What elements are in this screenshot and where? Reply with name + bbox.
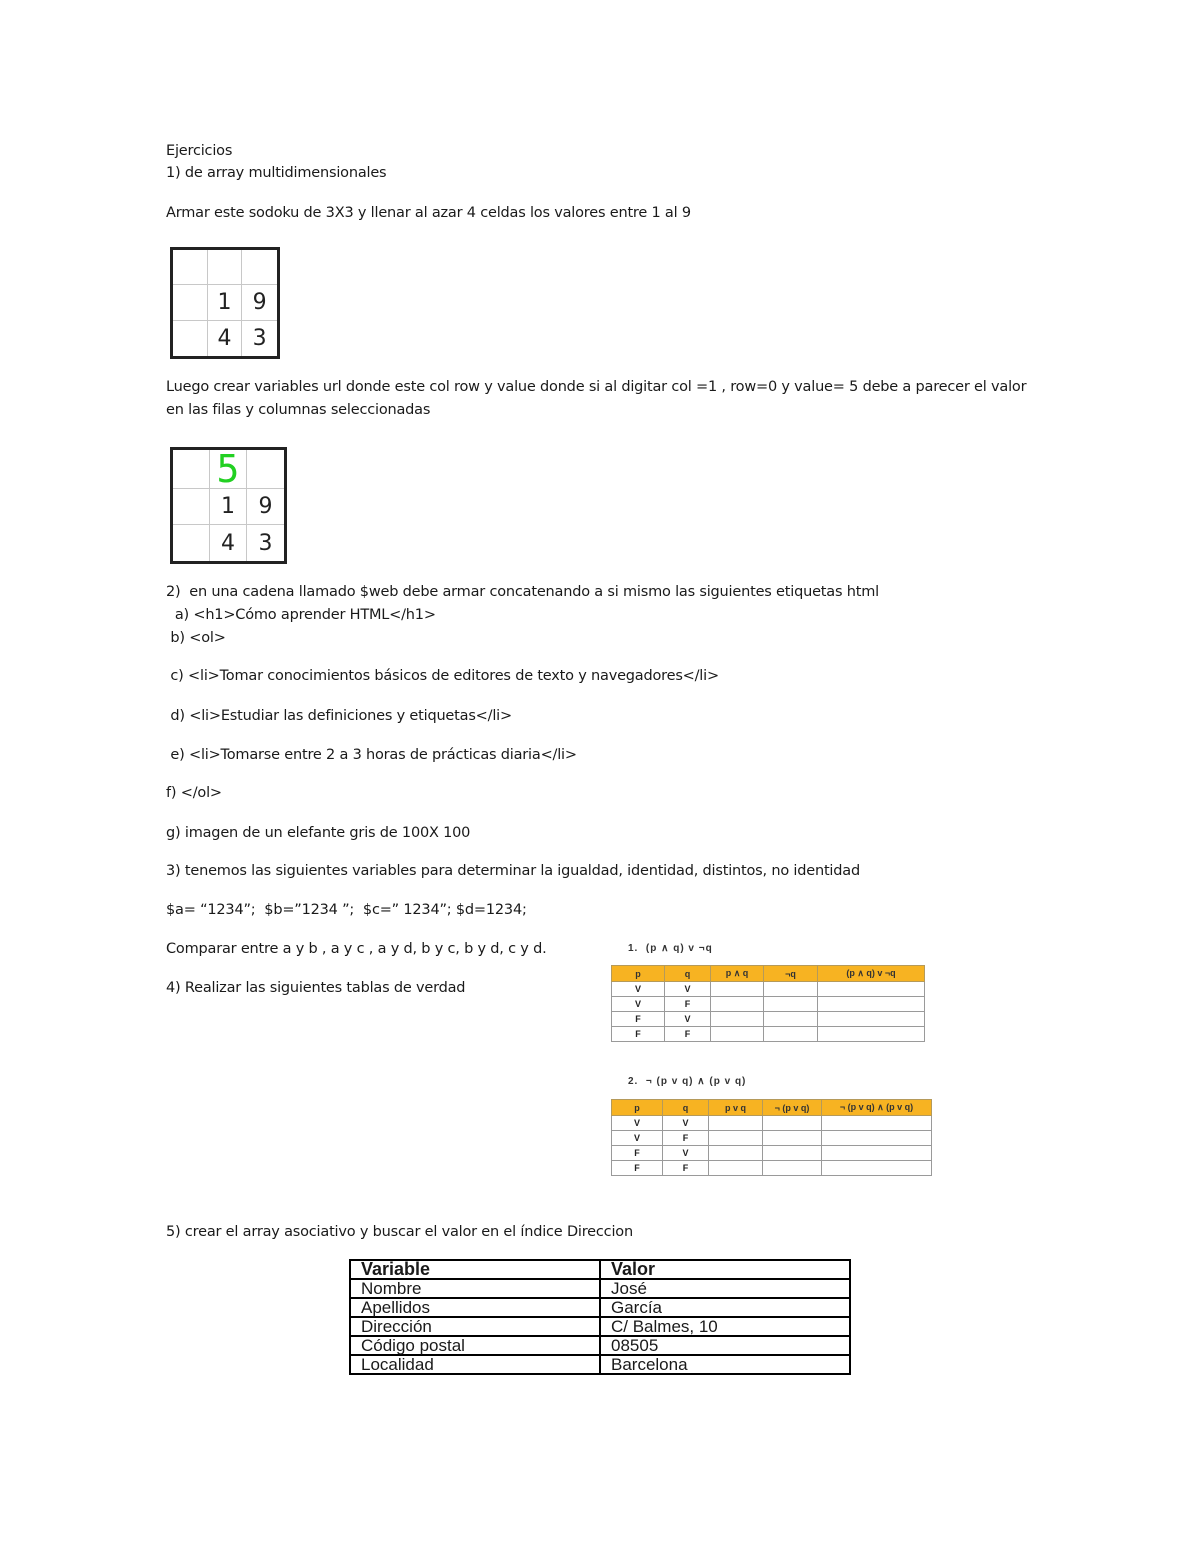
table-row <box>350 1317 850 1336</box>
column-header: q <box>665 966 711 982</box>
sudoku-cell: 4 <box>210 525 247 561</box>
table-cell <box>764 982 818 997</box>
exercise-1-heading: 1) de array multidimensionales <box>166 165 387 181</box>
table-cell <box>709 1131 763 1146</box>
table-cell <box>709 1161 763 1176</box>
exercise-2-item-g: g) imagen de un elefante gris de 100X 100 <box>166 825 471 841</box>
table-cell <box>822 1131 932 1146</box>
exercise-5-heading: 5) crear el array asociativo y buscar el valor en el índice Direccion <box>166 1224 633 1240</box>
table-cell <box>711 1027 764 1042</box>
table-row <box>612 1116 932 1131</box>
table-cell <box>711 982 764 997</box>
exercise-1-instruction: Armar este sodoku de 3X3 y llenar al azar 4 celdas los valores entre 1 al 9 <box>166 205 691 221</box>
table-row <box>612 1027 925 1042</box>
exercise-3-compare: Comparar entre a y b , a y c , a y d, b y c, b y d, c y d. <box>166 941 547 957</box>
table-cell <box>763 1131 822 1146</box>
exercise-2-item-e: e) <li>Tomarse entre 2 a 3 horas de prácticas diaria</li> <box>166 747 577 763</box>
table-cell: V <box>612 997 665 1012</box>
column-header: p v q <box>709 1100 763 1116</box>
table-cell <box>818 982 925 997</box>
sudoku-cell <box>242 250 277 285</box>
table-header-row <box>612 966 925 982</box>
sudoku-grid-1 <box>170 247 280 359</box>
sudoku-cell: 3 <box>252 325 267 351</box>
table-row <box>612 1012 925 1027</box>
table-cell: Localidad <box>350 1355 600 1374</box>
url-instruction-line-1: Luego crear variables url donde este col row y value donde si al digitar col =1 , row=0 y value= 5 debe a parecer el valor <box>166 379 1027 395</box>
associative-array-table <box>349 1259 851 1375</box>
table-cell: Nombre <box>350 1279 600 1298</box>
column-header: ¬ (p v q) ∧ (p v q) <box>822 1100 932 1116</box>
table-cell: V <box>612 1116 663 1131</box>
exercise-2-item-c: c) <li>Tomar conocimientos básicos de editores de texto y navegadores</li> <box>166 668 719 684</box>
sudoku-cell: 9 <box>242 285 277 320</box>
table-cell: F <box>663 1131 709 1146</box>
table-cell: V <box>665 982 711 997</box>
table-header-row <box>612 1100 932 1116</box>
table-cell: F <box>612 1161 663 1176</box>
table-row <box>350 1298 850 1317</box>
table-header-row <box>350 1260 850 1279</box>
truth-table-2-title: 2. ¬ (p v q) ∧ (p v q) <box>628 1076 747 1087</box>
table-row <box>350 1279 850 1298</box>
table-cell <box>709 1116 763 1131</box>
table-cell: F <box>612 1146 663 1161</box>
table-cell <box>818 1012 925 1027</box>
exercise-2-item-a: a) <h1>Cómo aprender HTML</h1> <box>166 607 436 623</box>
table-row <box>612 1146 932 1161</box>
table-cell <box>764 997 818 1012</box>
table-row <box>612 1161 932 1176</box>
sudoku-cell <box>173 525 210 561</box>
column-header-variable: Variable <box>350 1260 600 1279</box>
exercise-2-item-b: b) <ol> <box>166 630 226 646</box>
table-row <box>350 1336 850 1355</box>
column-header: q <box>663 1100 709 1116</box>
table-cell: C/ Balmes, 10 <box>600 1317 850 1336</box>
table-cell <box>822 1116 932 1131</box>
column-header: ¬ (p v q) <box>763 1100 822 1116</box>
table-cell <box>818 1027 925 1042</box>
table-row <box>350 1355 850 1374</box>
exercise-4-heading: 4) Realizar las siguientes tablas de verdad <box>166 980 466 996</box>
doc-title: Ejercicios <box>166 143 233 159</box>
table-cell: V <box>663 1146 709 1161</box>
sudoku-cell <box>247 450 284 489</box>
exercise-3-heading: 3) tenemos las siguientes variables para determinar la igualdad, identidad, distintos, no identidad <box>166 863 860 879</box>
sudoku-cell <box>173 321 208 356</box>
table-cell: V <box>663 1116 709 1131</box>
table-cell <box>822 1161 932 1176</box>
sudoku-cell <box>173 450 210 489</box>
table-cell: F <box>665 997 711 1012</box>
table-cell: 08505 <box>600 1336 850 1355</box>
table-cell: V <box>665 1012 711 1027</box>
table-cell: F <box>612 1012 665 1027</box>
table-cell: Dirección <box>350 1317 600 1336</box>
table-cell: Código postal <box>350 1336 600 1355</box>
table-cell <box>709 1146 763 1161</box>
table-cell: García <box>600 1298 850 1317</box>
sudoku-cell <box>173 489 210 525</box>
column-header-valor: Valor <box>600 1260 850 1279</box>
table-cell <box>711 1012 764 1027</box>
table-cell: V <box>612 1131 663 1146</box>
column-header: p <box>612 966 665 982</box>
table-cell: F <box>663 1161 709 1176</box>
exercise-3-variables: $a= “1234”; $b=”1234 ”; $c=” 1234”; $d=1234; <box>166 902 527 918</box>
table-cell <box>763 1116 822 1131</box>
sudoku-cell: 4 <box>208 321 243 356</box>
sudoku-cell: 1 <box>210 489 247 525</box>
table-cell: Barcelona <box>600 1355 850 1374</box>
url-instruction-line-2: en las filas y columnas seleccionadas <box>166 402 431 418</box>
column-header: p ∧ q <box>711 966 764 982</box>
truth-table-2 <box>611 1099 932 1176</box>
sudoku-cell-highlighted: 5 <box>210 450 247 489</box>
table-cell <box>763 1161 822 1176</box>
table-cell <box>764 1027 818 1042</box>
column-header: p <box>612 1100 663 1116</box>
table-cell <box>818 997 925 1012</box>
table-cell <box>822 1146 932 1161</box>
table-row <box>612 997 925 1012</box>
exercise-2-heading: 2) en una cadena llamado $web debe armar concatenando a si mismo las siguientes etiquetas html <box>166 584 879 600</box>
table-row <box>612 982 925 997</box>
sudoku-cell <box>208 250 243 285</box>
table-cell <box>763 1146 822 1161</box>
table-cell: V <box>612 982 665 997</box>
sudoku-cell: 1 <box>208 285 243 320</box>
table-cell <box>764 1012 818 1027</box>
table-cell: F <box>665 1027 711 1042</box>
table-cell <box>711 997 764 1012</box>
table-cell: José <box>600 1279 850 1298</box>
table-row <box>612 1131 932 1146</box>
table-cell: F <box>612 1027 665 1042</box>
exercise-2-item-d: d) <li>Estudiar las definiciones y etiquetas</li> <box>166 708 512 724</box>
truth-table-1-title: 1. (p ∧ q) v ¬q <box>628 943 713 954</box>
sudoku-cell: 3 <box>258 530 273 556</box>
column-header: (p ∧ q) v ¬q <box>818 966 925 982</box>
column-header: ¬q <box>764 966 818 982</box>
truth-table-1 <box>611 965 925 1042</box>
sudoku-grid-2 <box>170 447 287 564</box>
table-cell: Apellidos <box>350 1298 600 1317</box>
sudoku-cell <box>173 285 208 320</box>
sudoku-cell <box>173 250 208 285</box>
exercise-2-item-f: f) </ol> <box>166 785 222 801</box>
sudoku-cell: 9 <box>247 489 284 525</box>
